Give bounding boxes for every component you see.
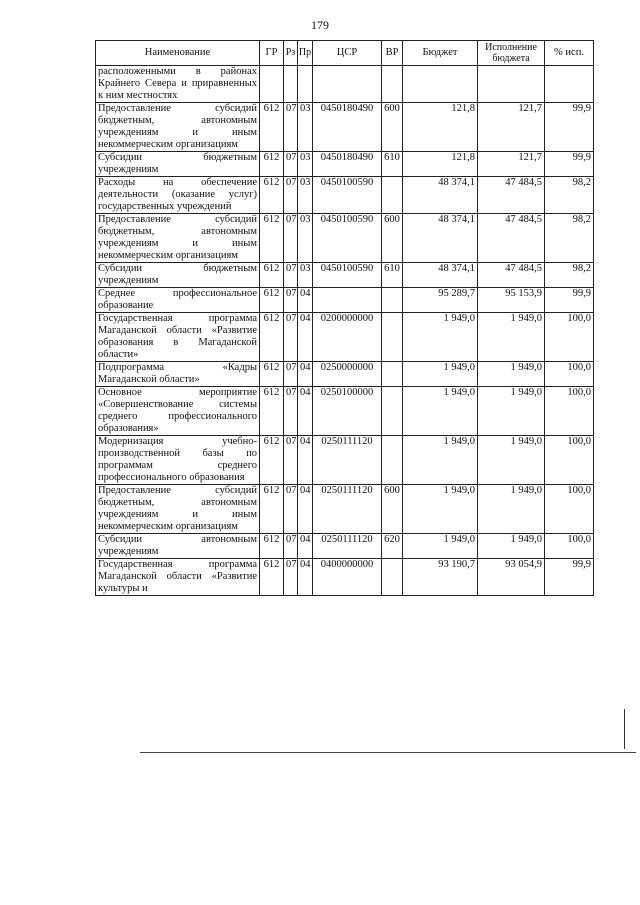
row-pr: 03 — [298, 263, 313, 288]
row-execution: 47 484,5 — [478, 177, 545, 214]
row-csr: 0450100590 — [313, 214, 382, 263]
row-name: Предоставление субсидий бюджетным, автономным учреждениям и иным некоммерческим организациям — [96, 214, 260, 263]
row-rz: 07 — [284, 263, 298, 288]
row-name: расположенными в районах Крайнего Севера и приравненных к ним местностях — [96, 66, 260, 103]
row-pr: 03 — [298, 177, 313, 214]
row-budget — [403, 66, 478, 103]
row-csr: 0400000000 — [313, 559, 382, 596]
budget-table — [95, 40, 594, 596]
header-percent: % исп. — [545, 41, 594, 66]
row-budget: 48 374,1 — [403, 214, 478, 263]
row-name: Государственная программа Магаданской области «Развитие образования в Магаданской области» — [96, 313, 260, 362]
row-gr: 612 — [260, 177, 284, 214]
table-row — [96, 66, 594, 103]
row-gr: 612 — [260, 103, 284, 152]
table-header-row — [96, 41, 594, 66]
row-csr: 0450180490 — [313, 103, 382, 152]
row-name: Субсидии бюджетным учреждениям — [96, 263, 260, 288]
row-percent: 98,2 — [545, 214, 594, 263]
row-vr — [382, 288, 403, 313]
row-budget: 1 949,0 — [403, 485, 478, 534]
row-gr: 612 — [260, 387, 284, 436]
table-row — [96, 485, 594, 534]
scan-bottom-line — [140, 752, 636, 753]
row-gr: 612 — [260, 534, 284, 559]
row-rz: 07 — [284, 103, 298, 152]
table-row — [96, 436, 594, 485]
row-csr: 0250100000 — [313, 387, 382, 436]
header-csr: ЦСР — [313, 41, 382, 66]
row-execution: 1 949,0 — [478, 313, 545, 362]
table-row — [96, 214, 594, 263]
row-rz: 07 — [284, 485, 298, 534]
row-csr: 0450100590 — [313, 177, 382, 214]
row-budget: 48 374,1 — [403, 177, 478, 214]
row-percent: 99,9 — [545, 559, 594, 596]
row-name: Государственная программа Магаданской области «Развитие культуры и — [96, 559, 260, 596]
row-rz: 07 — [284, 177, 298, 214]
header-rz: Рз — [284, 41, 298, 66]
row-execution: 95 153,9 — [478, 288, 545, 313]
row-percent: 100,0 — [545, 313, 594, 362]
row-pr: 04 — [298, 288, 313, 313]
row-percent: 99,9 — [545, 152, 594, 177]
row-budget: 1 949,0 — [403, 534, 478, 559]
row-execution: 47 484,5 — [478, 214, 545, 263]
row-percent: 100,0 — [545, 387, 594, 436]
table-row — [96, 559, 594, 596]
row-rz: 07 — [284, 534, 298, 559]
row-pr: 04 — [298, 362, 313, 387]
row-execution: 1 949,0 — [478, 387, 545, 436]
row-gr: 612 — [260, 288, 284, 313]
row-gr: 612 — [260, 263, 284, 288]
row-csr — [313, 66, 382, 103]
row-pr: 04 — [298, 313, 313, 362]
row-rz: 07 — [284, 214, 298, 263]
row-rz — [284, 66, 298, 103]
row-vr: 600 — [382, 103, 403, 152]
row-gr: 612 — [260, 485, 284, 534]
row-csr: 0250111120 — [313, 485, 382, 534]
row-execution: 1 949,0 — [478, 534, 545, 559]
row-execution: 121,7 — [478, 103, 545, 152]
row-percent: 100,0 — [545, 534, 594, 559]
row-gr: 612 — [260, 362, 284, 387]
row-budget: 95 289,7 — [403, 288, 478, 313]
row-budget: 121,8 — [403, 103, 478, 152]
row-percent: 100,0 — [545, 485, 594, 534]
row-execution — [478, 66, 545, 103]
row-pr: 04 — [298, 534, 313, 559]
row-name: Среднее профессиональное образование — [96, 288, 260, 313]
table-row — [96, 103, 594, 152]
row-vr — [382, 66, 403, 103]
row-execution: 121,7 — [478, 152, 545, 177]
row-percent: 99,9 — [545, 103, 594, 152]
row-name: Модернизация учебно-производственной базы по программам среднего профессионального образования — [96, 436, 260, 485]
row-budget: 48 374,1 — [403, 263, 478, 288]
row-gr: 612 — [260, 559, 284, 596]
row-vr: 600 — [382, 214, 403, 263]
row-percent: 100,0 — [545, 436, 594, 485]
row-percent: 98,2 — [545, 263, 594, 288]
row-execution: 93 054,9 — [478, 559, 545, 596]
row-pr — [298, 66, 313, 103]
table-row — [96, 362, 594, 387]
row-pr: 04 — [298, 559, 313, 596]
row-vr: 620 — [382, 534, 403, 559]
row-csr: 0450100590 — [313, 263, 382, 288]
row-budget: 1 949,0 — [403, 313, 478, 362]
row-vr — [382, 177, 403, 214]
table-row — [96, 177, 594, 214]
row-pr: 04 — [298, 387, 313, 436]
header-name: Наименование — [96, 41, 260, 66]
row-rz: 07 — [284, 152, 298, 177]
row-pr: 03 — [298, 103, 313, 152]
row-rz: 07 — [284, 559, 298, 596]
row-budget: 1 949,0 — [403, 387, 478, 436]
table-row — [96, 534, 594, 559]
row-csr: 0250111120 — [313, 436, 382, 485]
table-row — [96, 387, 594, 436]
row-rz: 07 — [284, 362, 298, 387]
row-budget: 1 949,0 — [403, 362, 478, 387]
scan-margin-mark — [624, 709, 625, 749]
row-vr — [382, 362, 403, 387]
row-rz: 07 — [284, 313, 298, 362]
header-vr: ВР — [382, 41, 403, 66]
page-number: 179 — [311, 18, 329, 32]
row-name: Субсидии бюджетным учреждениям — [96, 152, 260, 177]
row-name: Расходы на обеспечение деятельности (оказание услуг) государственных учреждений — [96, 177, 260, 214]
row-execution: 1 949,0 — [478, 362, 545, 387]
row-budget: 1 949,0 — [403, 436, 478, 485]
row-vr — [382, 436, 403, 485]
row-pr: 04 — [298, 485, 313, 534]
row-pr: 03 — [298, 214, 313, 263]
table-row — [96, 152, 594, 177]
row-percent: 99,9 — [545, 288, 594, 313]
row-execution: 47 484,5 — [478, 263, 545, 288]
row-execution: 1 949,0 — [478, 436, 545, 485]
row-vr: 600 — [382, 485, 403, 534]
row-pr: 04 — [298, 436, 313, 485]
row-pr: 03 — [298, 152, 313, 177]
row-gr: 612 — [260, 214, 284, 263]
row-gr — [260, 66, 284, 103]
header-execution: Исполнение бюджета — [478, 41, 545, 66]
row-vr — [382, 387, 403, 436]
table-row — [96, 313, 594, 362]
row-gr: 612 — [260, 436, 284, 485]
row-name: Субсидии автономным учреждениям — [96, 534, 260, 559]
row-vr — [382, 313, 403, 362]
row-vr: 610 — [382, 263, 403, 288]
row-vr — [382, 559, 403, 596]
row-gr: 612 — [260, 313, 284, 362]
table-row — [96, 288, 594, 313]
row-csr — [313, 288, 382, 313]
row-csr: 0200000000 — [313, 313, 382, 362]
row-csr: 0250000000 — [313, 362, 382, 387]
table-row — [96, 263, 594, 288]
header-pr: Пр — [298, 41, 313, 66]
row-name: Предоставление субсидий бюджетным, автономным учреждениям и иным некоммерческим организациям — [96, 103, 260, 152]
row-vr: 610 — [382, 152, 403, 177]
row-csr: 0450180490 — [313, 152, 382, 177]
row-percent: 98,2 — [545, 177, 594, 214]
row-name: Подпрограмма «Кадры Магаданской области» — [96, 362, 260, 387]
row-name: Основное мероприятие «Совершенствование системы среднего профессионального образования» — [96, 387, 260, 436]
row-budget: 121,8 — [403, 152, 478, 177]
row-csr: 0250111120 — [313, 534, 382, 559]
header-gr: ГР — [260, 41, 284, 66]
row-rz: 07 — [284, 387, 298, 436]
row-name: Предоставление субсидий бюджетным, автономным учреждениям и иным некоммерческим организациям — [96, 485, 260, 534]
row-rz: 07 — [284, 288, 298, 313]
row-percent: 100,0 — [545, 362, 594, 387]
row-budget: 93 190,7 — [403, 559, 478, 596]
row-rz: 07 — [284, 436, 298, 485]
row-gr: 612 — [260, 152, 284, 177]
row-percent — [545, 66, 594, 103]
header-budget: Бюджет — [403, 41, 478, 66]
row-execution: 1 949,0 — [478, 485, 545, 534]
